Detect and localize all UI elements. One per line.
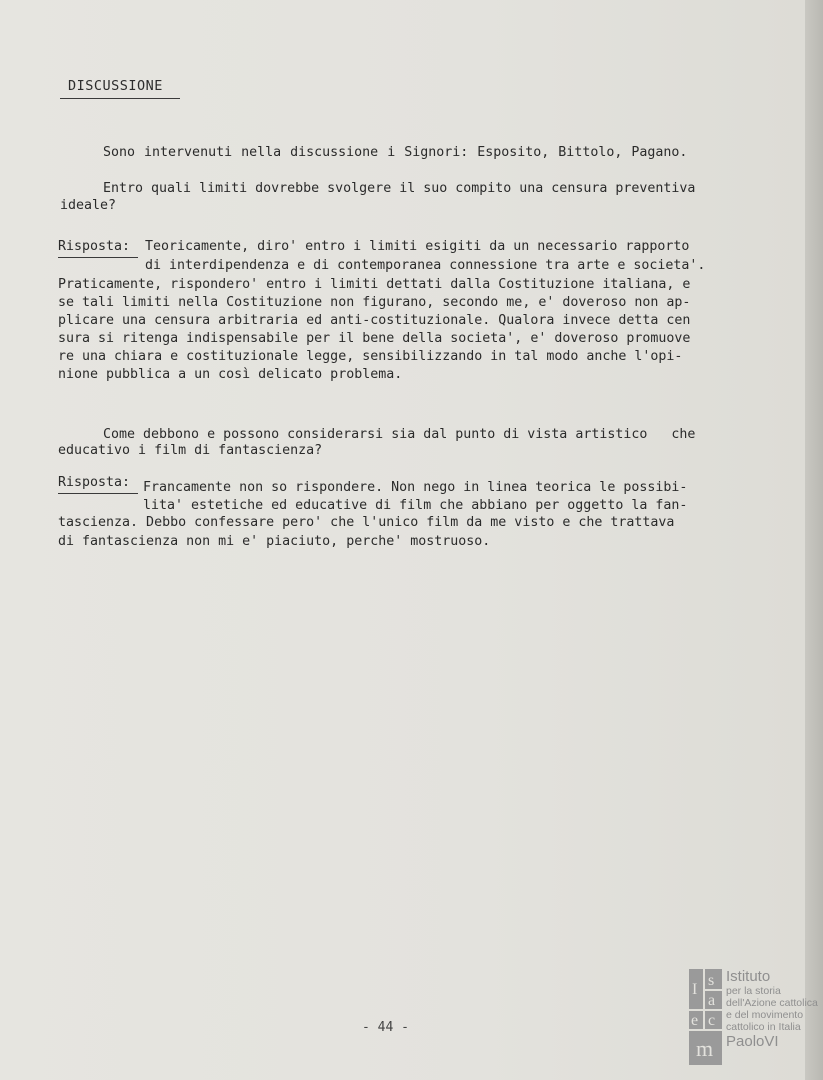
svg-text:m: m bbox=[696, 1036, 714, 1061]
watermark-line: cattolico in Italia bbox=[726, 1021, 801, 1033]
question-line: ideale? bbox=[60, 198, 117, 213]
answer-line: tascienza. Debbo confessare pero' che l'unico film da me visto e che trattava bbox=[58, 515, 675, 530]
svg-text:a: a bbox=[708, 992, 716, 1009]
answer-line: Teoricamente, diro' entro i limiti esigiti da un necessario rapporto bbox=[145, 239, 690, 254]
answer-line: Praticamente, rispondero' entro i limiti dettati dalla Costituzione italiana, e bbox=[58, 277, 691, 292]
answer-line: se tali limiti nella Costituzione non figurano, secondo me, e' doveroso non ap- bbox=[58, 295, 691, 310]
archive-watermark bbox=[688, 968, 820, 1068]
question-line: Come debbono e possono considerarsi sia dal punto di vista artistico che bbox=[103, 427, 696, 442]
page-edge bbox=[805, 0, 823, 1080]
answer-line: plicare una censura arbitraria ed anti-costituzionale. Qualora invece detta cen bbox=[58, 313, 691, 328]
answer-label: Risposta: bbox=[58, 239, 131, 254]
watermark-line: per la storia bbox=[726, 985, 781, 997]
isacem-logo-icon bbox=[688, 968, 724, 1066]
answer-line: di fantascienza non mi e' piaciuto, perche' mostruoso. bbox=[58, 534, 491, 549]
answer-label-underline bbox=[58, 493, 138, 494]
answer-line: di interdipendenza e di contemporanea connessione tra arte e societa'. bbox=[145, 258, 706, 273]
svg-text:e: e bbox=[691, 1012, 699, 1029]
answer-line: sura si ritenga indispensabile per il bene della societa', e' doveroso promuove bbox=[58, 331, 691, 346]
page-number: - 44 - bbox=[362, 1020, 409, 1035]
question-line: educativo i film di fantascienza? bbox=[58, 443, 323, 458]
watermark-line: Istituto bbox=[726, 968, 771, 985]
heading-underline bbox=[60, 98, 180, 99]
answer-line: re una chiara e costituzionale legge, sensibilizzando in tal modo anche l'opi- bbox=[58, 349, 683, 364]
watermark-line: PaoloVI bbox=[726, 1033, 779, 1050]
answer-line: nione pubblica a un così delicato problema. bbox=[58, 367, 403, 382]
watermark-line: dell'Azione cattolica bbox=[726, 997, 818, 1009]
answer-line: Francamente non so rispondere. Non nego in linea teorica le possibi- bbox=[143, 480, 688, 495]
watermark-text bbox=[726, 968, 818, 1050]
watermark-line: e del movimento bbox=[726, 1009, 804, 1021]
answer-label-underline bbox=[58, 257, 138, 258]
answer-line: lita' estetiche ed educative di film che abbiano per oggetto la fan- bbox=[143, 498, 688, 513]
svg-text:s: s bbox=[708, 972, 715, 989]
question-line: Entro quali limiti dovrebbe svolgere il suo compito una censura preventiva bbox=[103, 181, 696, 196]
svg-text:I: I bbox=[692, 981, 698, 998]
answer-label: Risposta: bbox=[58, 475, 131, 490]
paragraph-participants: Sono intervenuti nella discussione i Signori: Esposito, Bittolo, Pagano. bbox=[103, 145, 688, 160]
section-heading: DISCUSSIONE bbox=[68, 78, 163, 94]
svg-text:c: c bbox=[708, 1012, 716, 1029]
